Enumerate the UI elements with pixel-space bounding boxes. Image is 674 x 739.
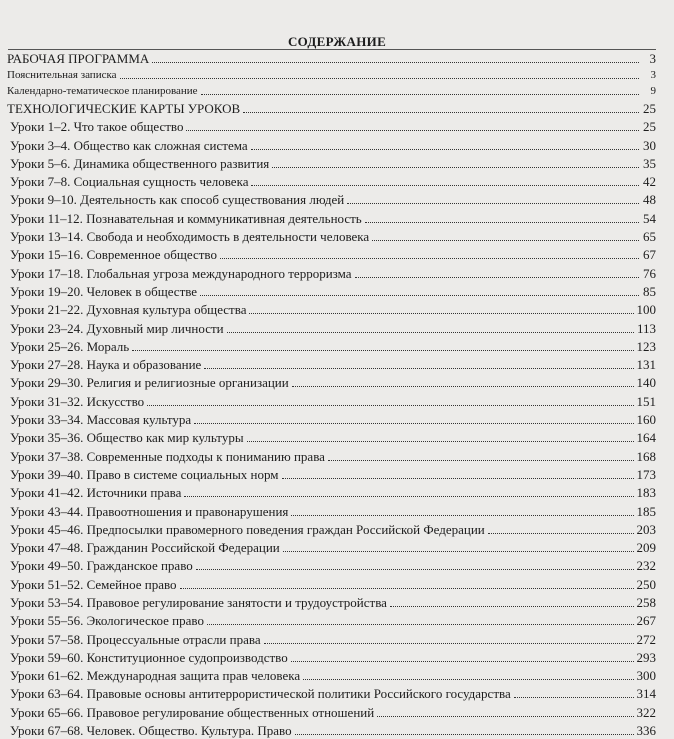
toc-entry-title: Уроки 35–36. Общество как мир культуры bbox=[10, 430, 244, 446]
dot-leader bbox=[291, 661, 634, 662]
toc-entry bbox=[7, 208, 656, 226]
dot-leader bbox=[377, 716, 633, 717]
toc-entry-page: 3 bbox=[649, 51, 656, 67]
toc-entry-page: 183 bbox=[636, 485, 656, 501]
toc-entry-title: Уроки 15–16. Современное общество bbox=[10, 247, 217, 263]
toc-entry-page: 3 bbox=[650, 68, 656, 81]
toc-entry-title: Уроки 19–20. Человек в обществе bbox=[10, 283, 198, 299]
dot-leader bbox=[147, 405, 633, 406]
toc-entry-page: 65 bbox=[643, 229, 656, 245]
toc-entry bbox=[7, 611, 656, 629]
dot-leader bbox=[132, 350, 633, 351]
toc-entry bbox=[7, 99, 656, 117]
toc-entry bbox=[7, 245, 656, 263]
toc-entry-page: 35 bbox=[643, 155, 656, 171]
toc-entry-title: ТЕХНОЛОГИЧЕСКИЕ КАРТЫ УРОКОВ bbox=[7, 100, 241, 116]
toc-entry-page: 258 bbox=[636, 594, 656, 610]
toc-entry-title: Уроки 33–34. Массовая культура bbox=[10, 412, 192, 428]
page-title: СОДЕРЖАНИЕ bbox=[287, 34, 387, 49]
dot-leader bbox=[180, 588, 634, 589]
toc-entry bbox=[7, 410, 656, 428]
toc-entry bbox=[7, 648, 656, 666]
toc-entry-title: Уроки 65–66. Правовое регулирование общественных отношений bbox=[10, 704, 375, 720]
toc-entry-page: 168 bbox=[636, 448, 656, 464]
dot-leader bbox=[227, 332, 634, 333]
toc-entry-page: 67 bbox=[643, 247, 656, 263]
toc-entry bbox=[7, 538, 656, 556]
toc-entry-page: 140 bbox=[636, 375, 656, 391]
toc-entry bbox=[7, 263, 656, 281]
toc-entry-page: 185 bbox=[636, 503, 656, 519]
dot-leader bbox=[220, 258, 639, 259]
toc-entry-page: 54 bbox=[643, 210, 656, 226]
toc-entry-page: 76 bbox=[643, 265, 656, 281]
dot-leader bbox=[272, 167, 639, 168]
toc-entry-title: Уроки 21–22. Духовная культура общества bbox=[10, 302, 247, 318]
toc-entry-title: Уроки 63–64. Правовые основы антитеррористической политики Российского государства bbox=[10, 686, 511, 702]
toc-entry-page: 164 bbox=[636, 430, 656, 446]
dot-leader bbox=[283, 551, 634, 552]
dot-leader bbox=[292, 386, 634, 387]
toc-entry bbox=[7, 428, 656, 446]
toc-entry bbox=[7, 373, 656, 391]
toc-entry-title: Уроки 61–62. Международная защита прав человека bbox=[10, 668, 301, 684]
toc-entry bbox=[7, 465, 656, 483]
toc-entry-title: Уроки 47–48. Гражданин Российской Федерации bbox=[10, 540, 280, 556]
toc-entry bbox=[7, 67, 656, 83]
dot-leader bbox=[264, 643, 634, 644]
toc-entry bbox=[7, 227, 656, 245]
toc-entry bbox=[7, 629, 656, 647]
dot-leader bbox=[152, 62, 639, 63]
toc-entry-title: Уроки 43–44. Правоотношения и правонарушения bbox=[10, 503, 289, 519]
toc-entry-page: 25 bbox=[643, 100, 656, 116]
toc-entry-title: Уроки 39–40. Право в системе социальных норм bbox=[10, 466, 279, 482]
toc-entry-title: Уроки 27–28. Наука и образование bbox=[10, 357, 202, 373]
dot-leader bbox=[291, 515, 633, 516]
toc-entry-page: 100 bbox=[636, 302, 656, 318]
toc-entry-title: Уроки 23–24. Духовный мир личности bbox=[10, 320, 224, 336]
dot-leader bbox=[243, 112, 639, 113]
toc-entry-title: Уроки 17–18. Глобальная угроза международного терроризма bbox=[10, 265, 352, 281]
toc-entry-page: 30 bbox=[643, 137, 656, 153]
toc-entry bbox=[7, 355, 656, 373]
dot-leader bbox=[196, 569, 634, 570]
toc-entry-page: 322 bbox=[636, 704, 656, 720]
dot-leader bbox=[347, 203, 639, 204]
toc-entry-title: Уроки 7–8. Социальная сущность человека bbox=[10, 174, 249, 190]
toc-entry-page: 203 bbox=[636, 521, 656, 537]
toc-entry-title: Уроки 9–10. Деятельность как способ существования людей bbox=[10, 192, 345, 208]
toc-entry-page: 173 bbox=[636, 466, 656, 482]
toc-entry-page: 113 bbox=[636, 320, 656, 336]
dot-leader bbox=[204, 368, 633, 369]
toc-entry-title: РАБОЧАЯ ПРОГРАММА bbox=[7, 51, 150, 67]
toc-entry-title: Уроки 59–60. Конституционное судопроизводство bbox=[10, 649, 288, 665]
toc-entry-title: Уроки 1–2. Что такое общество bbox=[10, 119, 184, 135]
toc-entry-page: 336 bbox=[636, 723, 656, 739]
dot-leader bbox=[514, 697, 634, 698]
dot-leader bbox=[390, 606, 634, 607]
toc-entry bbox=[7, 702, 656, 720]
toc-entry-title: Уроки 57–58. Процессуальные отрасли права bbox=[10, 631, 261, 647]
toc-entry bbox=[7, 83, 656, 99]
toc-entry bbox=[7, 446, 656, 464]
toc-entry bbox=[7, 172, 656, 190]
toc-entry-page: 314 bbox=[636, 686, 656, 702]
toc-entry bbox=[7, 593, 656, 611]
toc-entry bbox=[7, 337, 656, 355]
toc-entry-page: 9 bbox=[650, 84, 656, 97]
toc-entry-title: Уроки 67–68. Человек. Общество. Культура. Право bbox=[10, 723, 292, 739]
dot-leader bbox=[200, 295, 639, 296]
toc-entry bbox=[7, 117, 656, 135]
toc-entry-page: 123 bbox=[636, 338, 656, 354]
dot-leader bbox=[184, 496, 633, 497]
toc-entry bbox=[7, 154, 656, 172]
toc-entry bbox=[7, 391, 656, 409]
toc-entry-title: Уроки 11–12. Познавательная и коммуникативная деятельность bbox=[10, 210, 362, 226]
dot-leader bbox=[186, 130, 639, 131]
toc-entry-page: 151 bbox=[636, 393, 656, 409]
toc-entry bbox=[7, 556, 656, 574]
toc-entry bbox=[7, 666, 656, 684]
toc-entry bbox=[7, 300, 656, 318]
dot-leader bbox=[207, 624, 634, 625]
toc-entry-title: Уроки 3–4. Общество как сложная система bbox=[10, 137, 248, 153]
toc-entry-title: Уроки 49–50. Гражданское право bbox=[10, 558, 193, 574]
toc-entry bbox=[7, 282, 656, 300]
dot-leader bbox=[488, 533, 634, 534]
dot-leader bbox=[251, 185, 639, 186]
toc-entry bbox=[7, 483, 656, 501]
toc-entry-title: Календарно-тематическое планирование bbox=[7, 84, 198, 97]
toc-entry-title: Уроки 41–42. Источники права bbox=[10, 485, 182, 501]
toc-entry-title: Пояснительная записка bbox=[7, 68, 117, 81]
toc-entry-title: Уроки 31–32. Искусство bbox=[10, 393, 145, 409]
toc-entry bbox=[7, 684, 656, 702]
dot-leader bbox=[328, 460, 634, 461]
toc-entry-title: Уроки 25–26. Мораль bbox=[10, 338, 130, 354]
table-of-contents bbox=[7, 49, 656, 739]
toc-entry-page: 85 bbox=[643, 283, 656, 299]
toc-entry bbox=[7, 574, 656, 592]
dot-leader bbox=[282, 478, 634, 479]
toc-entry-title: Уроки 45–46. Предпосылки правомерного поведения граждан Российской Федерации bbox=[10, 521, 485, 537]
dot-leader bbox=[201, 94, 639, 95]
toc-entry bbox=[7, 49, 656, 67]
toc-entry-title: Уроки 37–38. Современные подходы к пониманию права bbox=[10, 448, 325, 464]
toc-entry-page: 250 bbox=[636, 576, 656, 592]
toc-entry bbox=[7, 721, 656, 739]
toc-entry-page: 293 bbox=[636, 649, 656, 665]
toc-entry-page: 300 bbox=[636, 668, 656, 684]
toc-entry bbox=[7, 190, 656, 208]
dot-leader bbox=[251, 149, 639, 150]
toc-entry-page: 131 bbox=[636, 357, 656, 373]
toc-entry-page: 272 bbox=[636, 631, 656, 647]
dot-leader bbox=[365, 222, 639, 223]
dot-leader bbox=[120, 78, 639, 79]
toc-entry-page: 160 bbox=[636, 412, 656, 428]
toc-entry-title: Уроки 29–30. Религия и религиозные организации bbox=[10, 375, 289, 391]
toc-entry bbox=[7, 520, 656, 538]
dot-leader bbox=[372, 240, 639, 241]
toc-entry bbox=[7, 318, 656, 336]
toc-entry-page: 232 bbox=[636, 558, 656, 574]
toc-entry-title: Уроки 51–52. Семейное право bbox=[10, 576, 177, 592]
dot-leader bbox=[194, 423, 633, 424]
toc-entry-title: Уроки 13–14. Свобода и необходимость в деятельности человека bbox=[10, 229, 370, 245]
dot-leader bbox=[355, 277, 639, 278]
toc-entry-title: Уроки 55–56. Экологическое право bbox=[10, 613, 204, 629]
toc-entry-page: 267 bbox=[636, 613, 656, 629]
dot-leader bbox=[247, 441, 634, 442]
dot-leader bbox=[249, 313, 633, 314]
dot-leader bbox=[303, 679, 633, 680]
toc-entry-title: Уроки 5–6. Динамика общественного развития bbox=[10, 155, 270, 171]
dot-leader bbox=[295, 734, 634, 735]
toc-entry bbox=[7, 135, 656, 153]
toc-entry bbox=[7, 501, 656, 519]
toc-entry-page: 48 bbox=[643, 192, 656, 208]
toc-entry-title: Уроки 53–54. Правовое регулирование занятости и трудоустройства bbox=[10, 594, 387, 610]
toc-entry-page: 42 bbox=[643, 174, 656, 190]
toc-entry-page: 209 bbox=[636, 540, 656, 556]
toc-entry-page: 25 bbox=[643, 119, 656, 135]
